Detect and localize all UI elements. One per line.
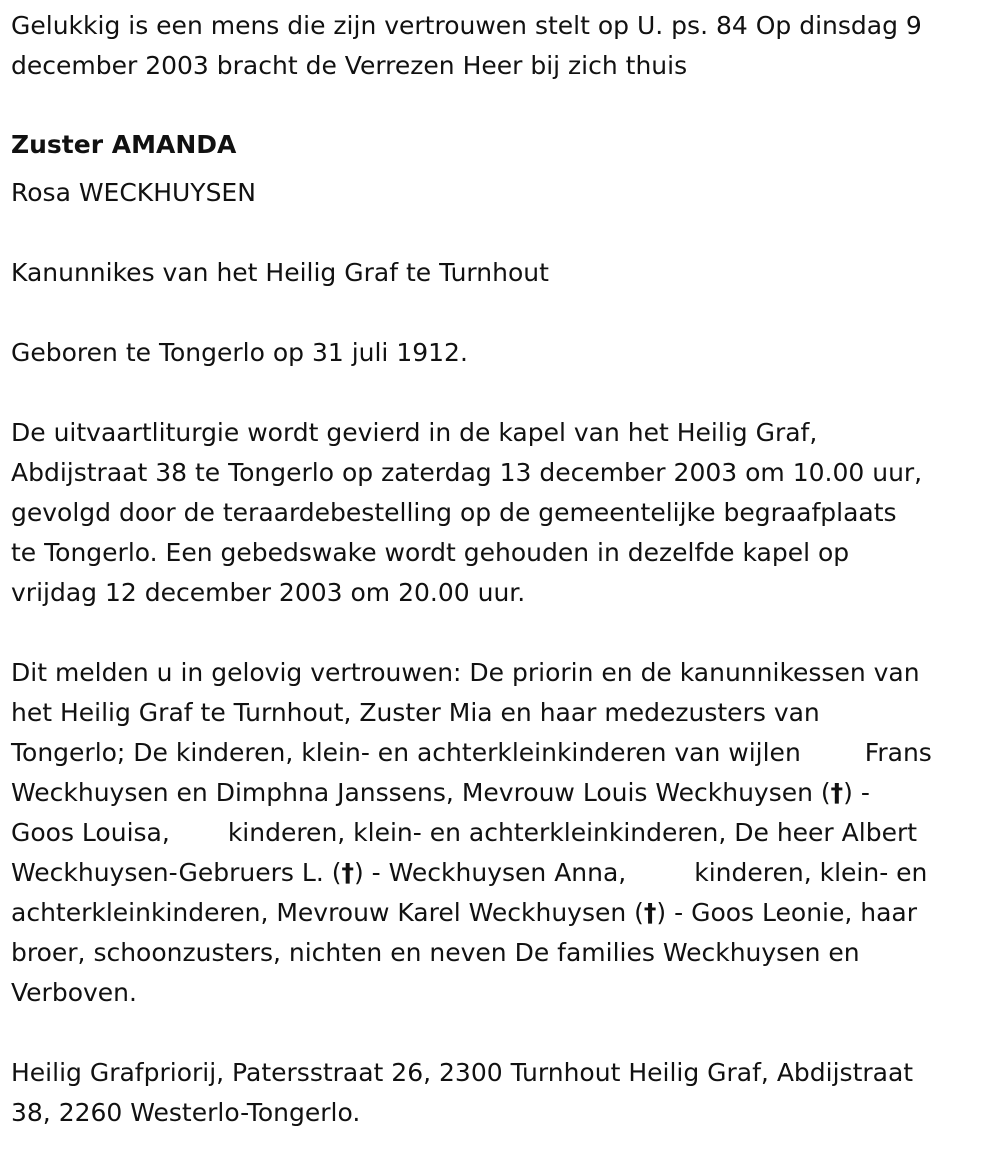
announcement-line-7-text: achterkleinkinderen, Mevrouw Karel Weckhuysen ( [11, 898, 644, 927]
announcement-line-6-text: Weckhuysen-Gebruers L. ( [11, 858, 342, 887]
announcement-line-4-text: Weckhuysen en Dimphna Janssens, Mevrouw Louis Weckhuysen ( [11, 778, 831, 807]
announcement-line-7 [11, 898, 917, 928]
birth-info: Geboren te Tongerlo op 31 juli 1912. [11, 338, 468, 367]
funeral-line-4: te Tongerlo. Een gebedswake wordt gehouden in dezelfde kapel op [11, 538, 850, 567]
religious-order: Kanunnikes van het Heilig Graf te Turnhout [11, 258, 549, 287]
announcement-line-5-name: Goos Louisa, [11, 818, 170, 847]
announcement-line-1: Dit melden u in gelovig vertrouwen: De priorin en de kanunnikessen van [11, 658, 920, 687]
announcement-line-4-end: ) - [843, 778, 870, 807]
intro-line-1: Gelukkig is een mens die zijn vertrouwen stelt op U. ps. 84 Op dinsdag 9 [11, 11, 922, 40]
address-line-1: Heilig Grafpriorij, Patersstraat 26, 2300 Turnhout Heilig Graf, Abdijstraat [11, 1058, 914, 1087]
announcement-line-5-text: kinderen, klein- en achterkleinkinderen, De heer Albert [227, 818, 918, 847]
announcement-line-6-end: kinderen, klein- en [694, 858, 928, 887]
deceased-cross-icon: † [830, 778, 844, 807]
announcement-line-9: Verboven. [11, 978, 137, 1007]
announcement-line-8: broer, schoonzusters, nichten en neven De families Weckhuysen en [11, 938, 860, 967]
deceased-cross-icon: † [643, 898, 657, 927]
deceased-cross-icon: † [341, 858, 354, 887]
address-line-2: 38, 2260 Westerlo-Tongerlo. [11, 1098, 361, 1127]
intro-line-2: december 2003 bracht de Verrezen Heer bij zich thuis [11, 51, 688, 80]
announcement-line-6-mid: ) - Weckhuysen Anna, [353, 858, 627, 887]
announcement-line-7-end: ) - Goos Leonie, haar [656, 898, 918, 927]
announcement-line-6 [11, 858, 927, 888]
announcement-line-2: het Heilig Graf te Turnhout, Zuster Mia en haar medezusters van [11, 698, 820, 727]
funeral-line-5: vrijdag 12 december 2003 om 20.00 uur. [11, 578, 526, 607]
announcement-line-5 [11, 818, 917, 848]
funeral-line-1: De uitvaartliturgie wordt gevierd in de kapel van het Heilig Graf, [11, 418, 818, 447]
announcement-line-3 [11, 738, 932, 768]
announcement-line-4 [11, 778, 870, 808]
announcement-line-3-text: Tongerlo; De kinderen, klein- en achterkleinkinderen van wijlen [11, 738, 801, 767]
deceased-civil-name: Rosa WECKHUYSEN [11, 178, 256, 207]
announcement-line-3-name: Frans [864, 738, 932, 767]
funeral-line-3: gevolgd door de teraardebestelling op de gemeentelijke begraafplaats [11, 498, 897, 527]
funeral-line-2: Abdijstraat 38 te Tongerlo op zaterdag 13 december 2003 om 10.00 uur, [11, 458, 923, 487]
deceased-title: Zuster AMANDA [11, 130, 237, 159]
